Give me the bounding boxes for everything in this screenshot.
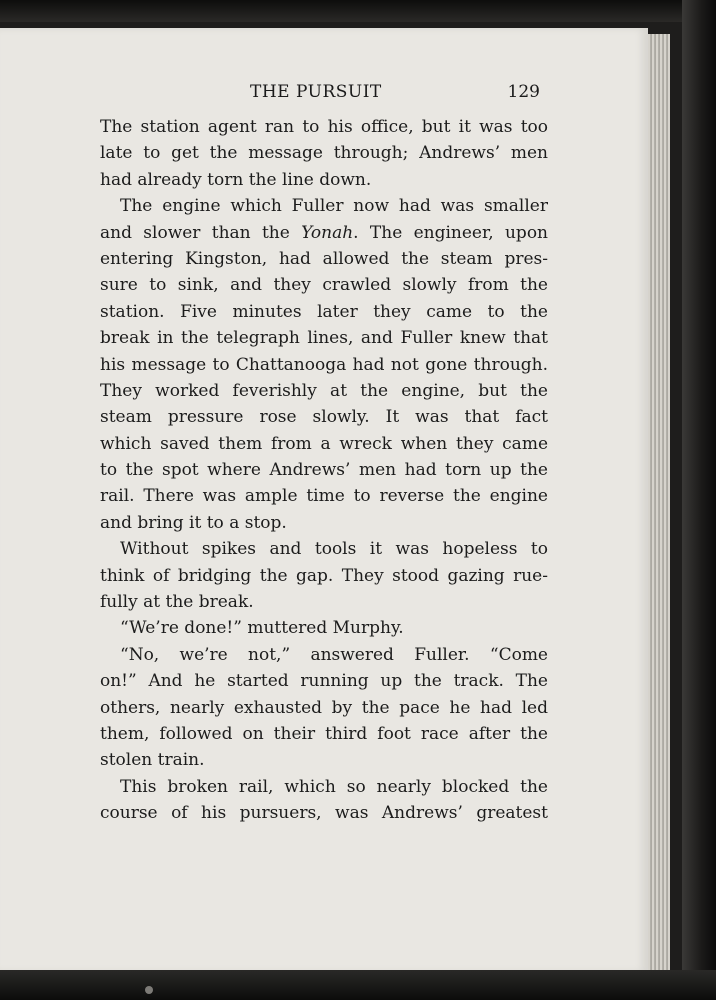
text-line: “We’re done!” muttered Murphy. <box>120 618 404 639</box>
scan-speck <box>145 986 153 994</box>
text-line: had already torn the line down. <box>100 169 372 190</box>
chapter-title: THE PURSUIT <box>250 82 382 102</box>
text-line: think of bridging the gap. They stood gazing rue- <box>100 565 548 586</box>
text-line: rail. There was ample time to reverse the engine <box>100 486 548 507</box>
text-line: others, nearly exhausted by the pace he had led <box>100 697 548 718</box>
text-line: The station agent ran to his office, but it was too <box>100 117 548 137</box>
book-cover-spine-edge <box>682 0 716 1000</box>
text-line: late to get the message through; Andrews’ men <box>100 143 548 164</box>
book-cover-top <box>0 0 716 22</box>
text-line: station. Five minutes later they came to the <box>100 301 548 322</box>
text-line: and bring it to a stop. <box>100 512 287 533</box>
text-line: fully at the break. <box>100 592 254 613</box>
page-number: 129 <box>507 82 540 102</box>
text-line: and slower than the Yonah. The engineer, upon <box>100 222 549 243</box>
text-line: break in the telegraph lines, and Fuller knew that <box>100 328 548 349</box>
text-line: course of his pursuers, was Andrews’ greatest <box>100 803 548 824</box>
text-line: They worked feverishly at the engine, but the <box>100 380 548 401</box>
text-line: sure to sink, and they crawled slowly from the <box>100 275 548 296</box>
text-line: This broken rail, which so nearly blocked the <box>120 776 548 797</box>
text-line: “No, we’re not,” answered Fuller. “Come <box>120 644 548 665</box>
text-line: stolen train. <box>100 750 205 771</box>
body-text <box>100 114 548 827</box>
book-cover-bottom <box>0 970 716 1000</box>
text-line: Without spikes and tools it was hopeless to <box>120 539 548 560</box>
text-line: on!” And he started running up the track. The <box>100 671 548 692</box>
text-line: them, followed on their third foot race after the <box>100 723 548 744</box>
text-line: steam pressure rose slowly. It was that fact <box>100 407 548 428</box>
text-line: entering Kingston, had allowed the steam pres- <box>100 248 548 269</box>
text-line: his message to Chattanooga had not gone through. <box>100 354 548 375</box>
text-line: to the spot where Andrews’ men had torn up the <box>100 460 548 481</box>
text-line: The engine which Fuller now had was smaller <box>120 196 548 217</box>
text-line: which saved them from a wreck when they came <box>100 433 548 454</box>
running-head <box>100 82 548 106</box>
